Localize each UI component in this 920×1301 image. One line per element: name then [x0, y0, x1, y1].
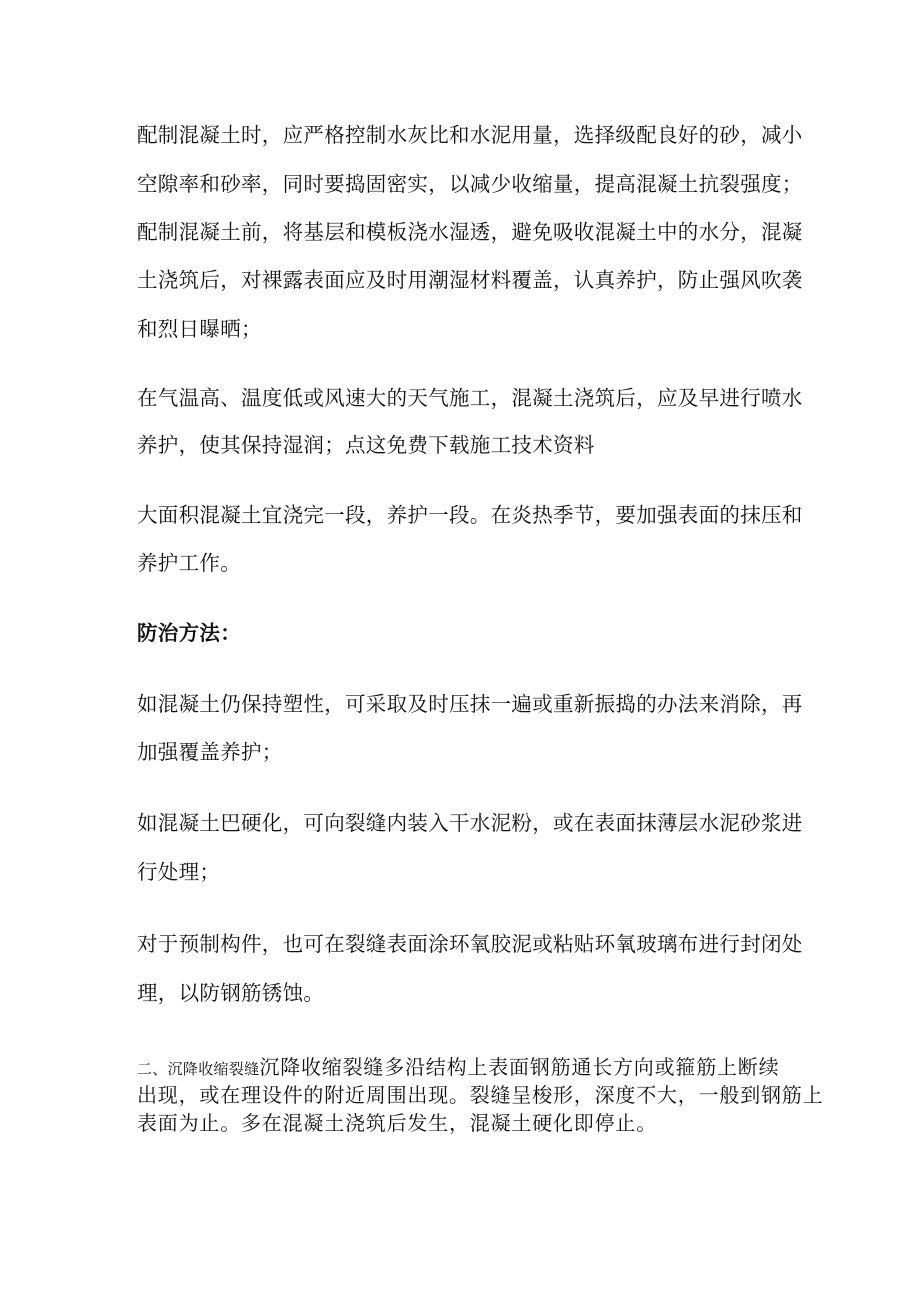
- section-line-3: 表面为止。多在混凝土浇筑后发生，混凝土硬化即停止。: [137, 1111, 657, 1135]
- paragraph-6-line-2: 行处理；: [137, 860, 221, 884]
- paragraph-1-line-3: 配制混凝土前，将基层和模板浇水湿透，避免吸收混凝土中的水分，混凝: [137, 220, 803, 244]
- paragraph-2-line-1: 在气温高、温度低或风速大的天气施工，混凝土浇筑后，应及早进行喷水: [137, 386, 803, 410]
- paragraph-5-line-2: 加强覆盖养护；: [137, 740, 283, 764]
- section-first-line: [137, 1055, 779, 1081]
- paragraph-7-line-1: 对于预制构件，也可在裂缝表面涂环氧胶泥或粘贴环氧玻璃布进行封闭处: [137, 932, 803, 956]
- paragraph-1-line-1: 配制混凝土时，应严格控制水灰比和水泥用量，选择级配良好的砂，减小: [137, 123, 803, 147]
- paragraph-3-line-2: 养护工作。: [137, 551, 241, 575]
- paragraph-1-line-5: 和烈日曝晒；: [137, 317, 262, 341]
- section-label: 二、沉降收缩裂缝: [137, 1060, 260, 1078]
- paragraph-6-line-1: 如混凝土巴硬化，可向裂缝内装入干水泥粉，或在表面抹薄层水泥砂浆进: [137, 811, 803, 835]
- section-line-1: 沉降收缩裂缝多沿结构上表面钢筋通长方向或箍筋上断续: [259, 1055, 780, 1079]
- section-line-2: 出现，或在理设件的附近周围出现。裂缝呈梭形，深度不大，一般到钢筋上: [137, 1083, 824, 1107]
- paragraph-2-line-2: 养护，使其保持湿润；点这免费下载施工技术资料: [137, 433, 595, 457]
- paragraph-3-line-1: 大面积混凝土宜浇完一段，养护一段。在炎热季节，要加强表面的抹压和: [137, 503, 803, 527]
- paragraph-7-line-2: 理，以防钢筋锈蚀。: [137, 981, 325, 1005]
- paragraph-5-line-1: 如混凝土仍保持塑性，可采取及时压抹一遍或重新振捣的办法来消除，再: [137, 692, 803, 716]
- paragraph-1-line-2: 空隙率和砂率，同时要捣固密实，以减少收缩量，提高混凝土抗裂强度；: [137, 172, 803, 196]
- paragraph-1-line-4: 土浇筑后，对裸露表面应及时用潮湿材料覆盖，认真养护，防止强风吹袭: [137, 268, 803, 292]
- section-heading-prevention: 防治方法：: [137, 621, 241, 645]
